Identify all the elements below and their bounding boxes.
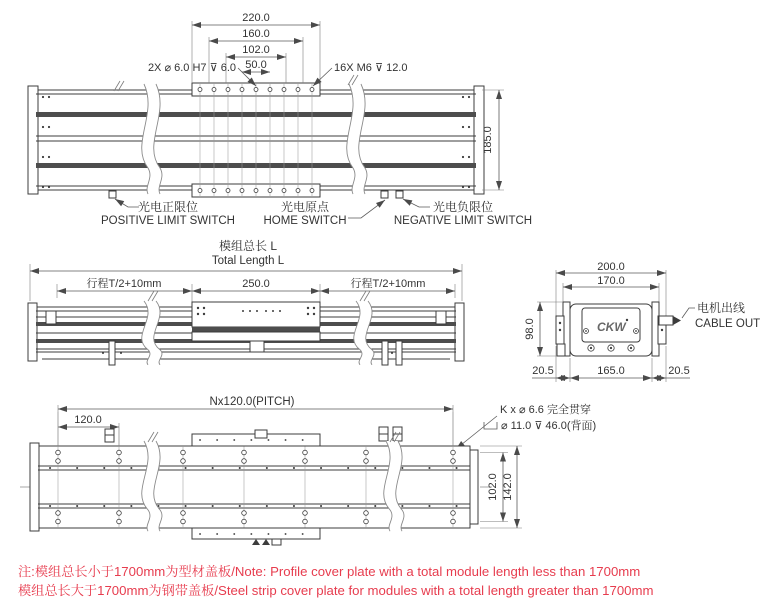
- positive-limit-sensor: [109, 191, 116, 198]
- dim-200: 200.0: [597, 261, 625, 273]
- dim-20-5-right: 20.5: [668, 365, 690, 377]
- home-sensor: [381, 191, 388, 198]
- dim-102-bottom: 102.0: [487, 473, 499, 501]
- stroke-right-dim: 行程T/2+10mm: [350, 278, 426, 290]
- dim-142: 142.0: [502, 473, 514, 501]
- dim-165: 165.0: [597, 365, 625, 377]
- negative-limit-switch-label-zh: 光电负限位: [432, 200, 494, 214]
- dim-20-5-left: 20.5: [532, 365, 554, 377]
- dim-185: 185.0: [482, 126, 494, 154]
- negative-limit-sensor: [396, 191, 403, 198]
- plan-view: [28, 12, 532, 227]
- cable-out-connector: [659, 316, 681, 325]
- dim-170: 170.0: [597, 275, 625, 287]
- home-switch-label-zh: 光电原点: [280, 200, 330, 214]
- positive-limit-switch-label-en: POSITIVE LIMIT SWITCH: [101, 215, 235, 227]
- drawing-notes: [18, 563, 653, 598]
- side-view: [28, 238, 464, 365]
- through-hole-note: K x ⌀ 6.6 完全贯穿: [500, 404, 591, 416]
- dim-102: 102.0: [242, 44, 270, 56]
- dim-220: 220.0: [242, 12, 270, 24]
- counterbore-icon: [484, 422, 497, 429]
- dim-120: 120.0: [74, 414, 102, 426]
- positive-limit-switch-label-zh: 光电正限位: [137, 200, 199, 214]
- center-dim-250: 250.0: [242, 278, 270, 290]
- home-switch-label-en: HOME SWITCH: [263, 215, 347, 227]
- note-line-2: 模组总长大于1700mm为钢带盖板/Steel strip cover plate for modules with a total length greater than 1700mm: [18, 583, 654, 598]
- stroke-left-dim: 行程T/2+10mm: [86, 278, 162, 290]
- brand-logo: CKW: [597, 320, 626, 334]
- note-line-1: 注:模组总长小于1700mm为型材盖板/Note: Profile cover plate with a total module length less than 1700mm: [18, 564, 641, 579]
- dim-160: 160.0: [242, 28, 270, 40]
- dim-98: 98.0: [524, 318, 536, 340]
- cable-out-label-zh: 电机出线: [697, 301, 746, 315]
- pin-holes-note: 2X ⌀ 6.0 H7 ⊽ 6.0: [147, 62, 236, 74]
- cable-out-label-en: CABLE OUT: [695, 318, 761, 330]
- bottom-view: [20, 396, 596, 545]
- counterbore-note: ⌀ 11.0 ⊽ 46.0(背面): [501, 420, 597, 432]
- negative-limit-switch-label-en: NEGATIVE LIMIT SWITCH: [393, 215, 533, 227]
- total-length-label-zh: 模组总长 L: [218, 239, 278, 253]
- total-length-label-en: Total Length L: [211, 255, 285, 267]
- end-view: [524, 261, 760, 382]
- dim-50: 50.0: [245, 59, 267, 71]
- dim-pitch: Nx120.0(PITCH): [209, 396, 295, 408]
- screw-holes-note: 16X M6 ⊽ 12.0: [334, 62, 408, 74]
